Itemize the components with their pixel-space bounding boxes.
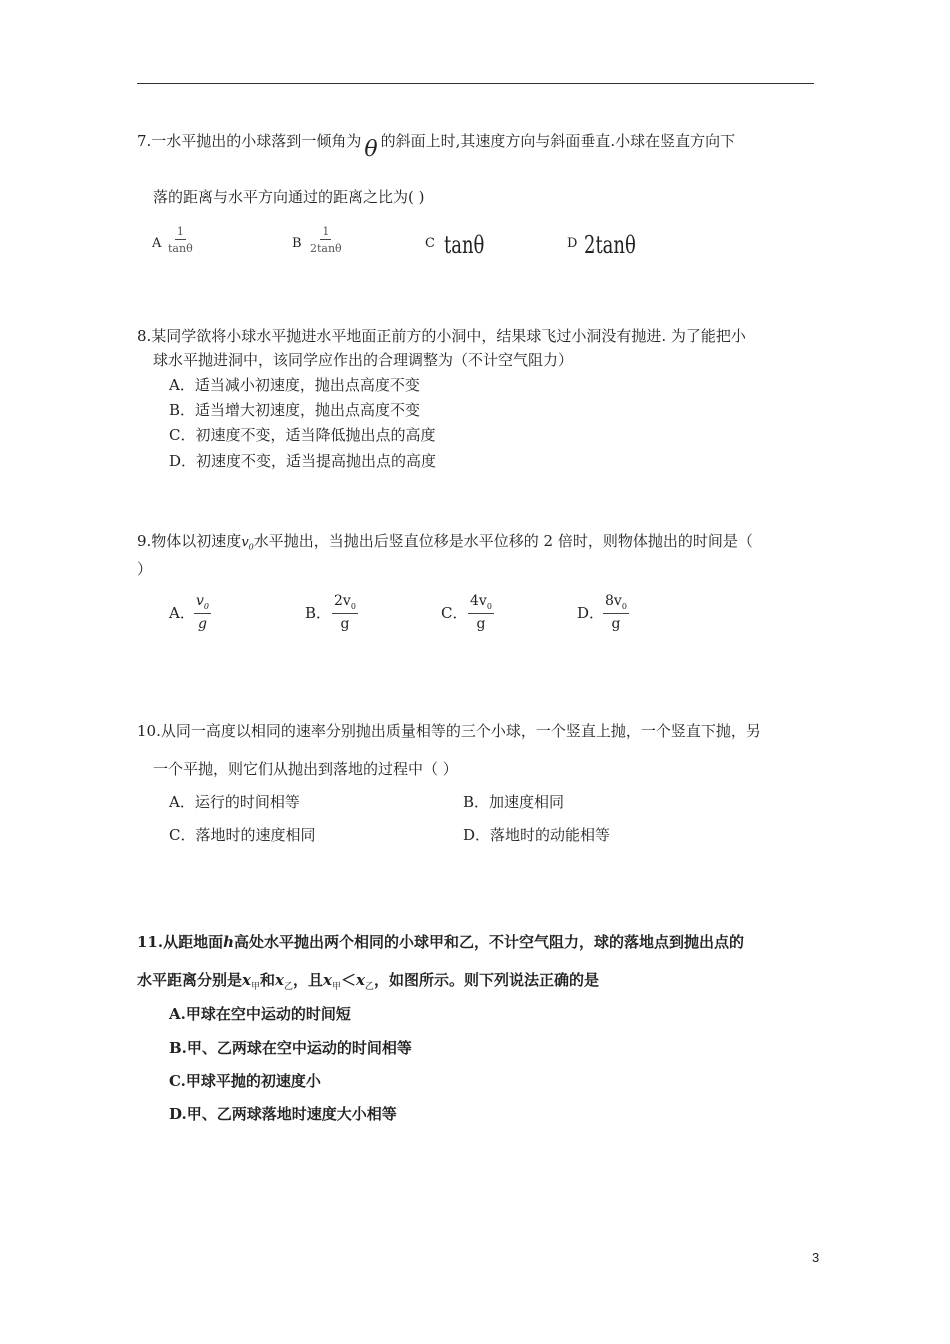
q9-b-den: g	[340, 615, 350, 632]
q11-x-jia-2-base: x	[322, 971, 332, 989]
q11-x-jia-sub: 甲	[250, 982, 260, 992]
q11-line2	[137, 973, 599, 992]
q10-option-d: D．落地时的动能相等	[463, 826, 611, 844]
q7-option-a-label: A	[152, 236, 162, 251]
q9-option-d-fraction	[603, 594, 629, 631]
q11-x-jia	[242, 971, 260, 992]
q11-text-c: 水平距离分别是	[137, 971, 243, 989]
q7-option-d-label: D	[567, 236, 578, 251]
q9-option-b-fraction	[332, 594, 358, 631]
q10-option-a: A．运行的时间相等	[169, 793, 300, 811]
q9-c-num-base: 4v	[470, 593, 487, 609]
q11-x-jia-2	[322, 971, 341, 992]
q7-b-den: 2tanθ	[310, 242, 342, 255]
q9-a-num	[194, 594, 211, 614]
q7-a-den: tanθ	[168, 242, 193, 255]
q11-x-yi-2-sub: 乙	[364, 982, 374, 992]
q8-option-d: D．初速度不变，适当提高抛出点的高度	[169, 452, 437, 470]
q9-d-num	[603, 594, 629, 614]
q11-x-yi	[275, 971, 293, 992]
q9-option-c-fraction	[468, 594, 494, 631]
q11-he: 和	[259, 971, 275, 989]
q11-text-a: 11.从距地面	[137, 933, 224, 951]
q7-line2: 落的距离与水平方向通过的距离之比为( )	[153, 188, 425, 206]
q9-v0	[241, 535, 253, 550]
q9-text-b: 水平抛出，当抛出后竖直位移是水平位移的 2 倍时，则物体抛出的时间是（	[253, 532, 753, 550]
q8-line1: 8.某同学欲将小球水平抛进水平地面正前方的小洞中，结果球飞过小洞没有抛进. 为了能把小	[137, 327, 746, 345]
q8-option-a: A．适当减小初速度，抛出点高度不变	[169, 376, 420, 394]
q11-x-yi-sub: 乙	[283, 982, 293, 992]
q11-x-yi-2	[355, 971, 374, 992]
q11-line1	[137, 935, 744, 950]
header-rule	[137, 83, 814, 84]
q9-text-a: 9.物体以初速度	[137, 532, 242, 550]
q11-text-b: 高处水平抛出两个相同的小球甲和乙，不计空气阻力，球的落地点到抛出点的	[234, 933, 745, 951]
q7-option-a-fraction	[168, 226, 193, 254]
q7-line1	[137, 129, 736, 162]
q7-option-d-expr: 2tanθ	[584, 231, 636, 259]
q10-line2: 一个平抛，则它们从抛出到落地的过程中（ ）	[153, 760, 458, 778]
q10-option-b: B．加速度相同	[463, 793, 565, 811]
q7-theta: θ	[364, 137, 378, 162]
q11-option-d: D.甲、乙两球落地时速度大小相等	[169, 1105, 397, 1123]
q7-text-b: 的斜面上时,其速度方向与斜面垂直.小球在竖直方向下	[380, 132, 736, 150]
q9-d-num-base: 8v	[605, 593, 622, 609]
q8-option-b: B．适当增大初速度，抛出点高度不变	[169, 401, 421, 419]
q9-c-den: g	[476, 615, 486, 632]
q8-line2: 球水平抛进洞中，该同学应作出的合理调整为（不计空气阻力）	[153, 351, 574, 369]
q9-v0-sub: 0	[248, 542, 254, 552]
q9-line1	[137, 534, 753, 552]
q7-text-a: 7.一水平抛出的小球落到一倾角为	[137, 132, 362, 150]
q9-a-num-sub: 0	[203, 601, 210, 611]
q9-d-num-sub: 0	[621, 601, 627, 611]
q9-a-num-base: v	[196, 593, 204, 609]
page-number: 3	[812, 1250, 820, 1265]
q11-x-jia-2-sub: 甲	[331, 982, 341, 992]
q9-d-den: g	[611, 615, 621, 632]
q9-line2: ）	[137, 560, 153, 578]
q8-option-c: C．初速度不变，适当降低抛出点的高度	[169, 426, 436, 444]
q11-h: h	[223, 933, 235, 951]
q7-a-num: 1	[176, 225, 184, 238]
q9-a-den: g	[198, 615, 207, 632]
q9-c-num-sub: 0	[486, 601, 492, 611]
q11-option-a: A.甲球在空中运动的时间短	[169, 1005, 351, 1023]
q9-b-num-sub: 0	[350, 601, 356, 611]
q9-c-num	[468, 594, 494, 614]
q11-less-than: ＜	[340, 971, 356, 989]
q11-text-d: ，且	[292, 971, 323, 989]
q9-option-d-label: D．	[577, 604, 605, 622]
q7-b-num: 1	[322, 225, 330, 238]
q11-x-yi-base: x	[275, 971, 284, 989]
q9-option-a-fraction	[194, 594, 211, 631]
q7-option-b-fraction	[310, 226, 342, 254]
q11-option-b: B.甲、乙两球在空中运动的时间相等	[169, 1039, 412, 1057]
q9-v0-base: v	[241, 535, 249, 550]
q10-option-c: C．落地时的速度相同	[169, 826, 316, 844]
q9-option-b-label: B．	[305, 604, 332, 622]
q9-b-num-base: 2v	[334, 593, 351, 609]
q9-option-a-label: A．	[169, 604, 195, 622]
q11-option-c: C.甲球平抛的初速度小	[169, 1072, 321, 1090]
q7-option-c-expr: tanθ	[444, 231, 485, 259]
q11-x-jia-base: x	[242, 971, 251, 989]
q9-option-c-label: C．	[441, 604, 468, 622]
q7-option-c-label: C	[425, 236, 435, 251]
q7-option-b-label: B	[292, 236, 302, 251]
q10-line1: 10.从同一高度以相同的速率分别抛出质量相等的三个小球，一个竖直上抛，一个竖直下抛，另	[137, 722, 761, 740]
q11-x-yi-2-base: x	[355, 971, 365, 989]
q11-text-e: ，如图所示。则下列说法正确的是	[373, 971, 599, 989]
q9-b-num	[332, 594, 358, 614]
